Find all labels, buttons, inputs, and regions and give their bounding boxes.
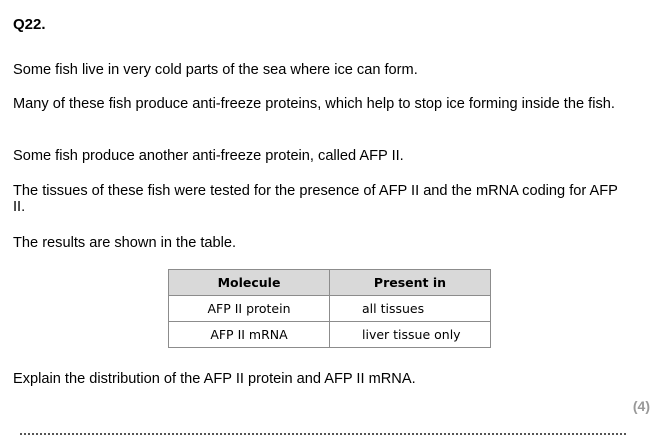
context-paragraph-5: The results are shown in the table.	[13, 235, 237, 251]
table-row	[169, 296, 491, 322]
table-cell-molecule: AFP II protein	[169, 296, 330, 322]
table-cell-molecule: AFP II mRNA	[169, 322, 330, 348]
table-row	[169, 322, 491, 348]
question-number: Q22.	[13, 16, 46, 33]
context-paragraph-3: Some fish produce another anti-freeze protein, called AFP II.	[13, 148, 404, 164]
table-header-molecule: Molecule	[169, 270, 330, 296]
table-cell-present-in: liver tissue only	[330, 322, 491, 348]
context-paragraph-1: Some fish live in very cold parts of the sea where ice can form.	[13, 62, 418, 78]
context-paragraph-4: The tissues of these fish were tested for the presence of AFP II and the mRNA coding for AFP II.	[13, 183, 618, 215]
table-header-row	[169, 270, 491, 296]
results-table	[168, 269, 491, 348]
context-paragraph-2: Many of these fish produce anti-freeze proteins, which help to stop ice forming inside the fish.	[13, 96, 615, 112]
question-prompt: Explain the distribution of the AFP II protein and AFP II mRNA.	[13, 371, 416, 387]
marks-label: (4)	[632, 398, 650, 414]
answer-line[interactable]	[20, 433, 626, 435]
table-header-present-in: Present in	[330, 270, 491, 296]
table-cell-present-in: all tissues	[330, 296, 491, 322]
